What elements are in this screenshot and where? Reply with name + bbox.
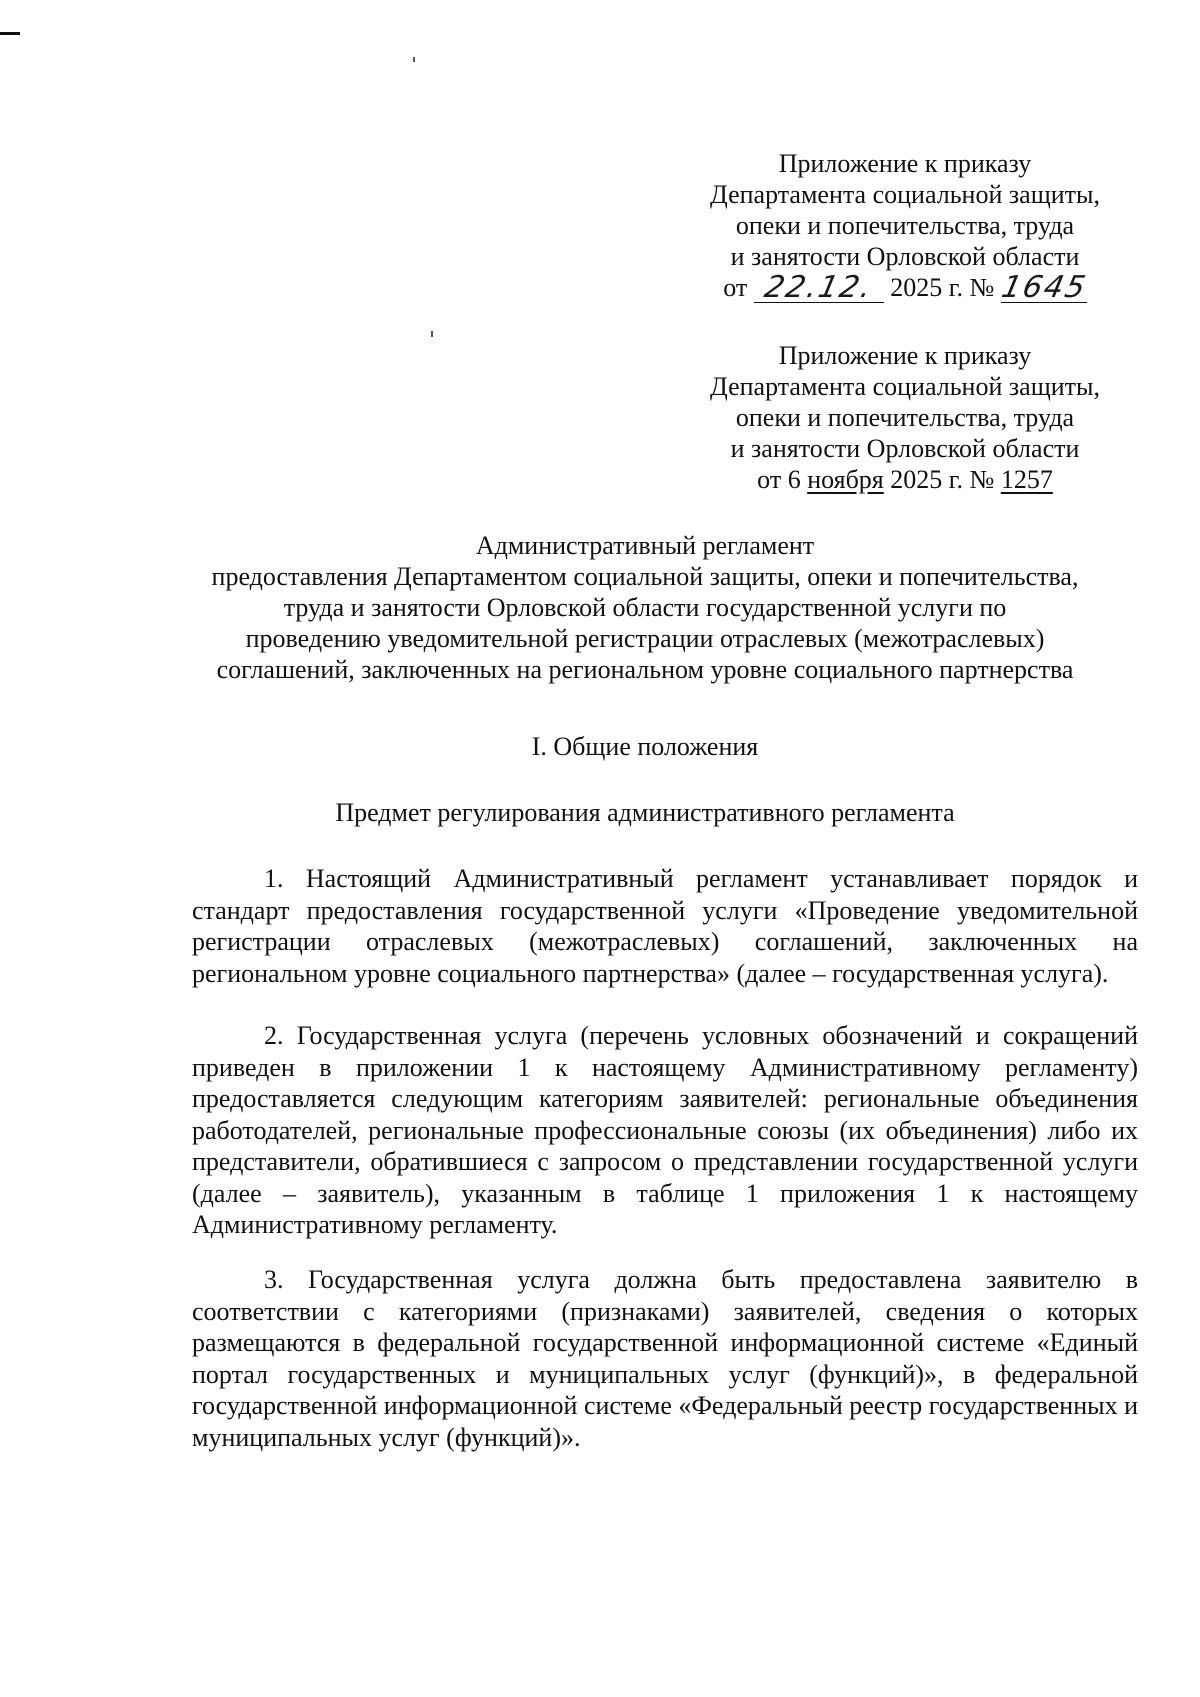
header-line: опеки и попечительства, труда <box>735 211 1075 240</box>
subsection-heading: Предмет регулирования административного регламента <box>335 798 955 827</box>
title-line: предоставления Департаментом социальной защиты, опеки и попечительства, <box>211 562 1079 591</box>
header-line: и занятости Орловской области <box>730 242 1080 271</box>
paragraph-text: 1. Настоящий Административный регламент устанавливает порядок и стандарт предоставления государственной услуги «Проведение уведомительной регистрации отраслевых (межотраслевых) соглашений, заключенных на региональном уровне социального партнерства» (далее – государственная услуга). <box>192 864 1138 988</box>
scan-speck <box>431 331 433 337</box>
year-text: 2025 г. № <box>890 465 995 494</box>
header-date-line <box>690 272 1120 303</box>
header-line: и занятости Орловской области <box>730 434 1080 463</box>
header-line: Приложение к приказу <box>778 149 1032 178</box>
handwritten-date-field <box>754 270 884 305</box>
header-line: Департамента социальной защиты, <box>710 372 1100 401</box>
header-date-line <box>690 464 1120 495</box>
date-month: ноября <box>807 465 884 494</box>
document-title <box>150 530 1140 685</box>
handwritten-date: 22.12. <box>761 270 877 305</box>
scan-speck <box>413 57 415 62</box>
date-prefix: от <box>723 273 748 302</box>
section-heading: I. Общие положения <box>531 732 759 761</box>
title-line: труда и занятости Орловской области государственной услуги по <box>283 593 1007 622</box>
body-paragraph <box>192 863 1138 989</box>
paragraph-text: 3. Государственная услуга должна быть предоставлена заявителю в соответствии с категориями (признаками) заявителей, сведения о которых размещаются в федеральной государственной информационной системе «Единый портал государственных и муниципальных услуг (функций)», в федеральной государственной информационной системе «Федеральный реестр государственных и муниципальных услуг (функций)». <box>192 1265 1138 1452</box>
header-line: Приложение к приказу <box>778 341 1032 370</box>
order-appendix-header-previous <box>690 340 1120 495</box>
paragraph-text: 2. Государственная услуга (перечень условных обозначений и сокращений приведен в приложении 1 к настоящему Административному регламенту) предоставляется следующим категориям заявителей: региональные объединения работодателей, региональные профессиональные союзы (их объединения) либо их представители, обратившиеся с запросом о представлении государственной услуги (далее – заявитель), указанным в таблице 1 приложения 1 к настоящему Административному регламенту. <box>192 1021 1138 1239</box>
order-number: 1257 <box>1000 465 1053 494</box>
date-prefix: от 6 <box>757 465 801 494</box>
order-appendix-header-current <box>690 148 1120 303</box>
handwritten-number: 1645 <box>997 270 1090 305</box>
title-line: Административный регламент <box>475 531 815 560</box>
body-paragraph <box>192 1020 1138 1241</box>
scan-corner-mark <box>0 32 20 35</box>
handwritten-number-field <box>997 270 1090 305</box>
body-paragraph <box>192 1264 1138 1453</box>
year-text: 2025 г. № <box>890 273 995 302</box>
title-line: соглашений, заключенных на региональном уровне социального партнерства <box>216 655 1074 684</box>
header-line: Департамента социальной защиты, <box>710 180 1100 209</box>
header-line: опеки и попечительства, труда <box>735 403 1075 432</box>
title-line: проведению уведомительной регистрации отраслевых (межотраслевых) <box>245 624 1045 653</box>
